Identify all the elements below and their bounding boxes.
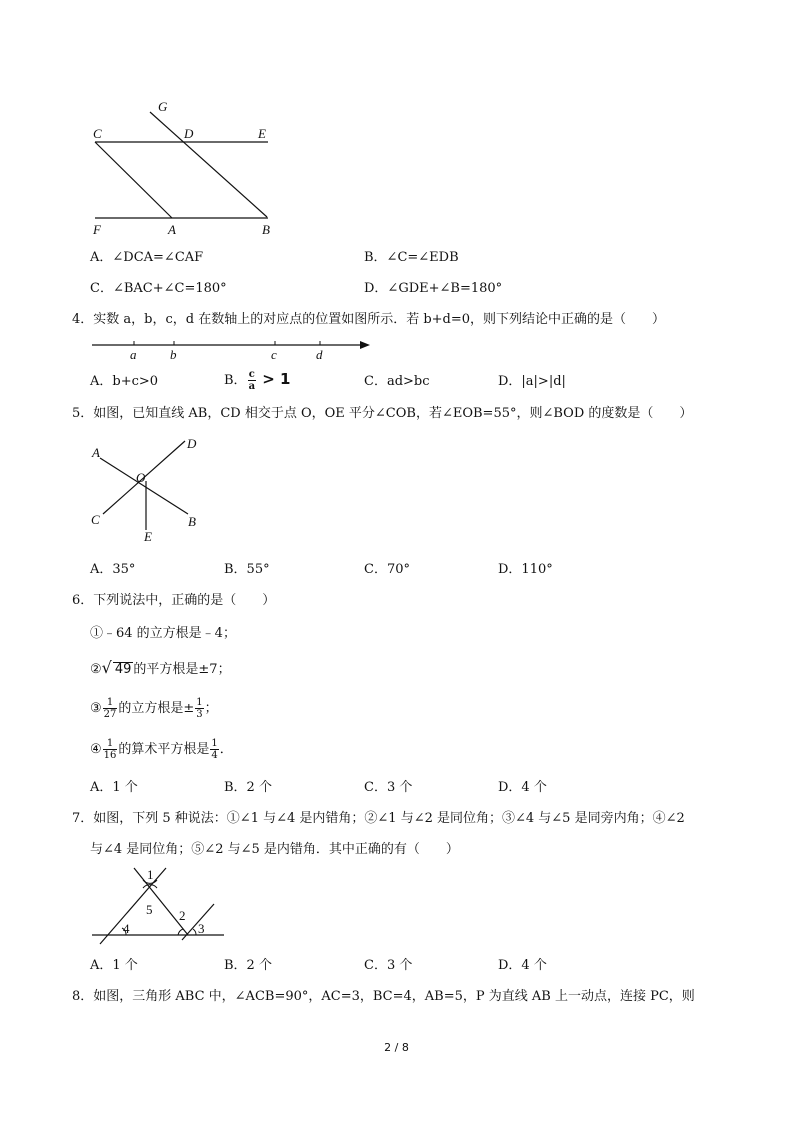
q6-s4-num2: 1 xyxy=(211,738,218,749)
q4-option-d: D．|a|>|d| xyxy=(498,374,566,389)
q5-stem: 5．如图，已知直线 AB，CD 相交于点 O，OE 平分∠COB，若∠EOB=55°，则∠BOD 的度数是（ ） xyxy=(72,406,693,421)
q7-option-a: A．1 个 xyxy=(90,958,138,973)
numline-label-d: d xyxy=(316,347,323,362)
page-number: 2 / 8 xyxy=(384,1041,409,1054)
q7-option-d: D．4 个 xyxy=(498,958,547,973)
q6-s3-den2: 3 xyxy=(196,709,203,720)
fig7-angle-2: 2 xyxy=(179,908,186,923)
fig5-label-B: B xyxy=(188,514,196,529)
q6-s3-suffix: ； xyxy=(204,701,218,716)
fig5-label-O: O xyxy=(136,470,146,485)
fig3-label-G: G xyxy=(158,99,168,114)
q7-option-b: B．2 个 xyxy=(224,958,272,973)
q7-stem-line-2: 与∠4 是同位角；⑤∠2 与∠5 是内错角．其中正确的有（ ） xyxy=(90,842,459,857)
q6-s4-suffix: ． xyxy=(219,742,233,757)
q6-option-b: B．2 个 xyxy=(224,780,272,795)
q6-s3-den: 27 xyxy=(103,709,117,720)
fig3-label-B: B xyxy=(262,222,270,237)
q6-s4-num: 1 xyxy=(103,738,118,750)
sqrt-icon: √ xyxy=(101,658,112,677)
q6-s3-mid: 的立方根是± xyxy=(118,701,195,716)
fig3-label-F: F xyxy=(93,222,101,237)
q6-s3-num2: 1 xyxy=(196,697,203,708)
q6-s3-num: 1 xyxy=(103,697,118,709)
q3-option-d: D．∠GDE+∠B=180° xyxy=(364,281,503,296)
q5-option-d: D．110° xyxy=(498,562,553,577)
numline-label-b: b xyxy=(170,347,177,362)
q3-option-c: C．∠BAC+∠C=180° xyxy=(90,281,227,296)
q3-option-b: B．∠C=∠EDB xyxy=(364,250,459,265)
q4-option-c: C．ad>bc xyxy=(364,374,430,389)
fig7-angle-4: 4 xyxy=(123,921,130,936)
q4-option-b-rest: > 1 xyxy=(257,370,291,388)
fig5-label-D: D xyxy=(187,436,197,451)
fig5-label-A: A xyxy=(92,445,100,460)
fig7-angle-1: 1 xyxy=(147,867,154,882)
q5-option-b: B．55° xyxy=(224,562,270,577)
q6-s4-prefix: ④ xyxy=(90,742,102,757)
q5-option-a: A．35° xyxy=(90,562,136,577)
numline-label-a: a xyxy=(130,347,137,362)
fig3-label-A: A xyxy=(168,222,176,237)
q4-b-num: c xyxy=(248,369,255,380)
q6-s3-prefix: ③ xyxy=(90,701,102,716)
q4-stem: 4．实数 a，b，c，d 在数轴上的对应点的位置如图所示．若 b+d=0，则下列结论中正确的是（ ） xyxy=(72,312,666,327)
q6-s2-prefix: ② xyxy=(90,662,102,677)
fig3-label-E: E xyxy=(258,126,266,141)
fig3-label-C: C xyxy=(93,126,102,141)
q4-option-a: A．b+c>0 xyxy=(90,374,159,389)
fig7-angle-5: 5 xyxy=(146,902,153,917)
q6-s2-suffix: 的平方根是±7； xyxy=(133,662,231,677)
fig5-label-E: E xyxy=(144,529,152,544)
q6-statement-1: ①﹣64 的立方根是﹣4； xyxy=(90,626,236,641)
q6-s4-den2: 4 xyxy=(211,750,218,761)
q7-option-c: C．3 个 xyxy=(364,958,413,973)
q7-stem-line-1: 7．如图，下列 5 种说法：①∠1 与∠4 是内错角；②∠1 与∠2 是同位角；③∠4 与∠5 是同旁内角；④∠2 xyxy=(72,811,685,826)
fig5-label-C: C xyxy=(91,512,100,527)
q4-b-den: a xyxy=(248,381,256,392)
q6-stem: 6．下列说法中，正确的是（ ） xyxy=(72,593,276,608)
q4-option-b-prefix: B． xyxy=(224,373,247,388)
q6-s4-mid: 的算术平方根是 xyxy=(118,742,210,757)
q6-option-d: D．4 个 xyxy=(498,780,547,795)
fig3-label-D: D xyxy=(184,126,194,141)
numline-label-c: c xyxy=(271,347,277,362)
q6-option-a: A．1 个 xyxy=(90,780,138,795)
fig7-angle-3: 3 xyxy=(198,921,205,936)
q6-option-c: C．3 个 xyxy=(364,780,413,795)
q3-option-a: A．∠DCA=∠CAF xyxy=(90,250,204,265)
q5-option-c: C．70° xyxy=(364,562,410,577)
q8-stem: 8．如图，三角形 ABC 中，∠ACB=90°，AC=3，BC=4，AB=5，P 为直线 AB 上一动点，连接 PC，则 xyxy=(72,989,695,1004)
q6-s4-den: 16 xyxy=(103,750,117,761)
q6-s2-radicand: 49 xyxy=(114,662,132,677)
